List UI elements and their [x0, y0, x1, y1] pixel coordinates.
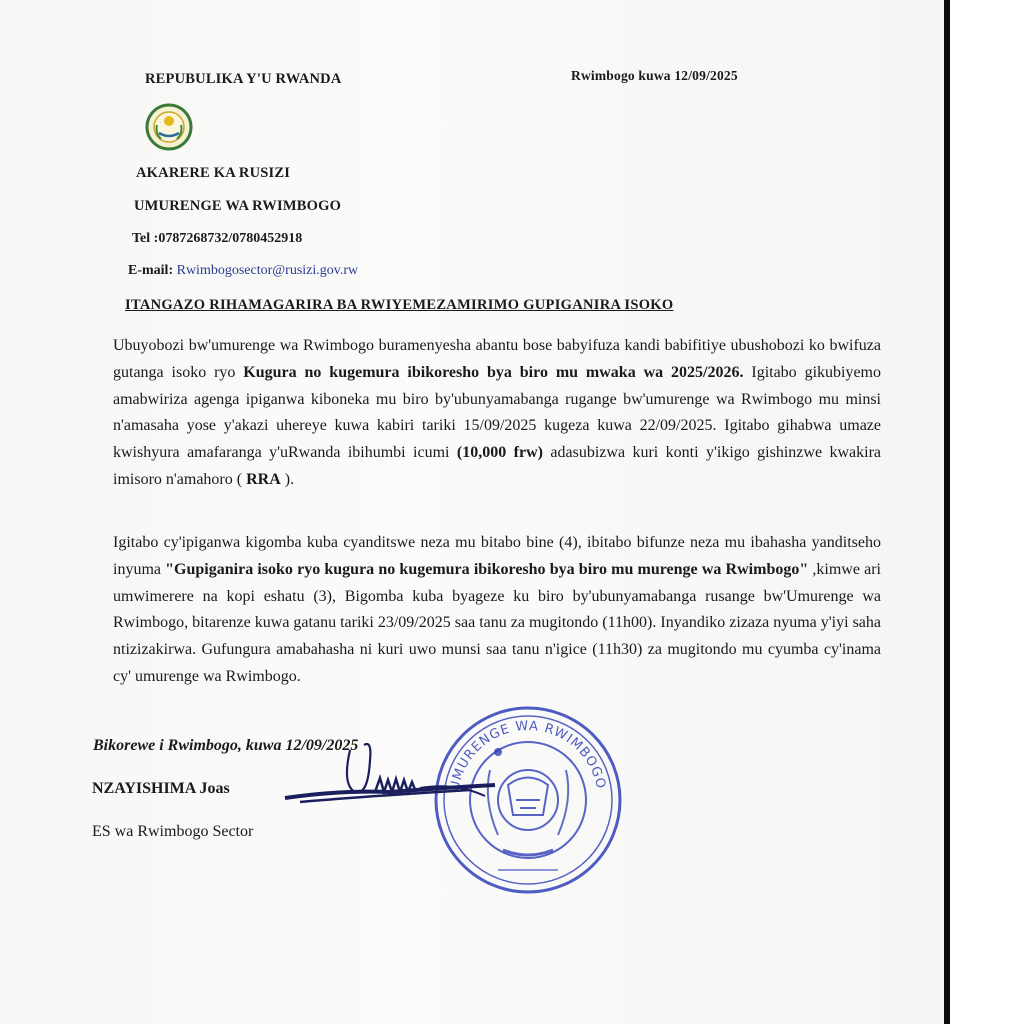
handwritten-signature-icon [280, 730, 510, 810]
p1-bold-subject: Kugura no kugemura ibikoresho bya biro mu mwaka wa 2025/2026. [243, 363, 744, 381]
p2-text-1: Igitabo cy'ipiganwa kigomba kuba cyanditswe neza mu bitabo bine (4), ibitabo bifunze neza mu ibahasha yanditseho inyuma [113, 534, 881, 578]
email-label: E-mail: [128, 263, 174, 278]
done-at-line: Bikorewe i Rwimbogo, kuwa 12/09/2025 [93, 737, 359, 754]
p2-bold-envelope: "Gupiganira isoko ryo kugura no kugemura ibikoresho bya biro mu murenge wa Rwimbogo" [165, 560, 809, 578]
p2-text-2: ,kimwe ari umwimerere na kopi eshatu (3), Bigomba kuba byageze ku biro by'ubunyamabanga rusange bw'Umurenge wa Rwimbogo, bitarenze kuwa gatanu tariki 23/09/2025 saa tanu za mugitondo (11h00). Inyandiko zizaza nyuma y'iyi saha ntizizakirwa. Gufungura amabahasha ni kuri uwo munsi saa tanu n'igice (11h30) za mugitondo mu cyumba cy'inama cy' umurenge wa Rwimbogo. [113, 560, 882, 685]
scan-margin [950, 0, 1011, 1024]
svg-text:UMURENGE WA RWIMBOGO: UMURENGE WA RWIMBOGO [447, 718, 609, 793]
place-date: Rwimbogo kuwa 12/09/2025 [571, 68, 738, 83]
p1-bold-fee: (10,000 frw) [456, 444, 543, 462]
p1-bold-rra: RRA [246, 470, 281, 488]
tel-label: Tel : [132, 231, 159, 246]
p1-text-1: Ubuyobozi bw'umurenge wa Rwimbogo buramenyesha abantu bose babyifuza kandi babifitiye ubushobozi ko bwifuza gutanga isoko ryo [113, 337, 881, 381]
rwanda-emblem-icon [143, 103, 195, 151]
email-line [128, 263, 358, 279]
p1-text-2: Igitabo gikubiyemo amabwiriza agenga ipiganwa kiboneka mu biro by'ubunyamabanga rugange bw'umurenge wa Rwimbogo mu minsi n'amasaha yose y'akazi uhereye kuwa kabiri tariki 15/09/2025 kugeza kuwa 22/09/2025. Igitabo gihabwa umaze kwishyura amafaranga y'uRwanda ibihumbi icumi [113, 363, 882, 462]
tel-value: 0787268732/0780452918 [158, 231, 303, 246]
p1-text-3: adasubizwa kuri konti y'ikigo gishinzwe kwakira imisoro n'amahoro ( [113, 444, 882, 488]
p1-text-4: ). [280, 470, 295, 488]
email-address[interactable]: Rwimbogosector@rusizi.gov.rw [176, 263, 359, 278]
republic-heading: REPUBULIKA Y'U RWANDA [145, 71, 342, 87]
sector-name: UMURENGE WA RWIMBOGO [134, 198, 342, 214]
district-name: AKARERE KA RUSIZI [136, 165, 291, 181]
signatory-name: NZAYISHIMA Joas [92, 780, 230, 797]
signatory-role: ES wa Rwimbogo Sector [92, 823, 254, 840]
paragraph-1 [113, 333, 881, 494]
paragraph-2 [113, 530, 881, 691]
notice-title: ITANGAZO RIHAMAGARIRA BA RWIYEMEZAMIRIMO GUPIGANIRA ISOKO [125, 297, 674, 313]
telephone-line [132, 231, 302, 247]
